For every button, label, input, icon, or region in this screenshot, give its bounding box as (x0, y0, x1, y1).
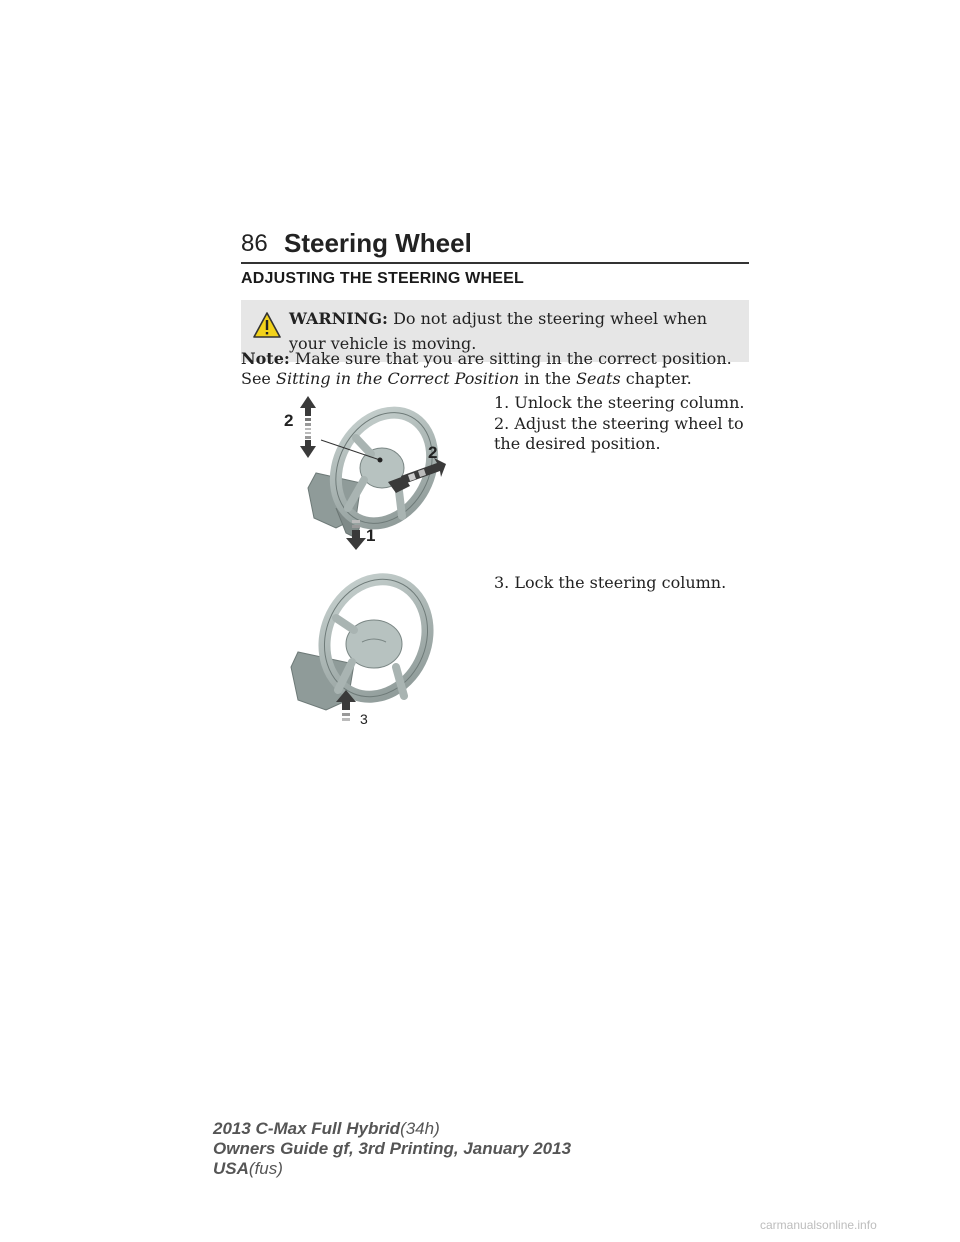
watermark: carmanualsonline.info (760, 1218, 877, 1232)
warning-triangle-icon (252, 311, 282, 339)
footer-market: USA (213, 1159, 249, 1178)
note-ref-seats: Seats (576, 369, 621, 388)
figure2-label-lock: 3 (360, 711, 368, 727)
step-2: 2. Adjust the steering wheel to the desired position. (494, 414, 744, 453)
chapter-title: Steering Wheel (284, 228, 472, 258)
figure1-label-in-out: 2 (428, 443, 438, 462)
section-heading: ADJUSTING THE STEERING WHEEL (241, 270, 524, 287)
footer-model: 2013 C-Max Full Hybrid (213, 1119, 401, 1138)
note-text-3: chapter. (625, 369, 692, 388)
steering-wheel-lock-figure (276, 572, 476, 737)
warning-label: WARNING: (289, 309, 388, 328)
footer-line-3 (213, 1159, 283, 1179)
note-text: Make sure that you are sitting in the correct position. See (241, 349, 732, 388)
figure1-label-unlock: 1 (366, 526, 376, 545)
warning-message: Do not adjust the steering wheel when your vehicle is moving. (289, 309, 708, 353)
header-rule (241, 262, 749, 264)
note (241, 349, 751, 389)
footer-line-1 (213, 1119, 440, 1139)
page-number: 86 (241, 230, 268, 257)
note-ref-sitting: Sitting in the Correct Position (276, 369, 520, 388)
figure1-label-up-down: 2 (284, 411, 294, 430)
step-1: 1. Unlock the steering column. (494, 393, 745, 412)
note-text-2: in the (524, 369, 571, 388)
footer-line-2: Owners Guide gf, 3rd Printing, January 2013 (213, 1139, 572, 1158)
steering-wheel-adjust-figure (276, 388, 476, 558)
footer-market-code: (fus) (248, 1159, 283, 1178)
step-3: 3. Lock the steering column. (494, 573, 727, 592)
note-label: Note: (241, 349, 290, 368)
footer-model-code: (34h) (400, 1119, 440, 1138)
